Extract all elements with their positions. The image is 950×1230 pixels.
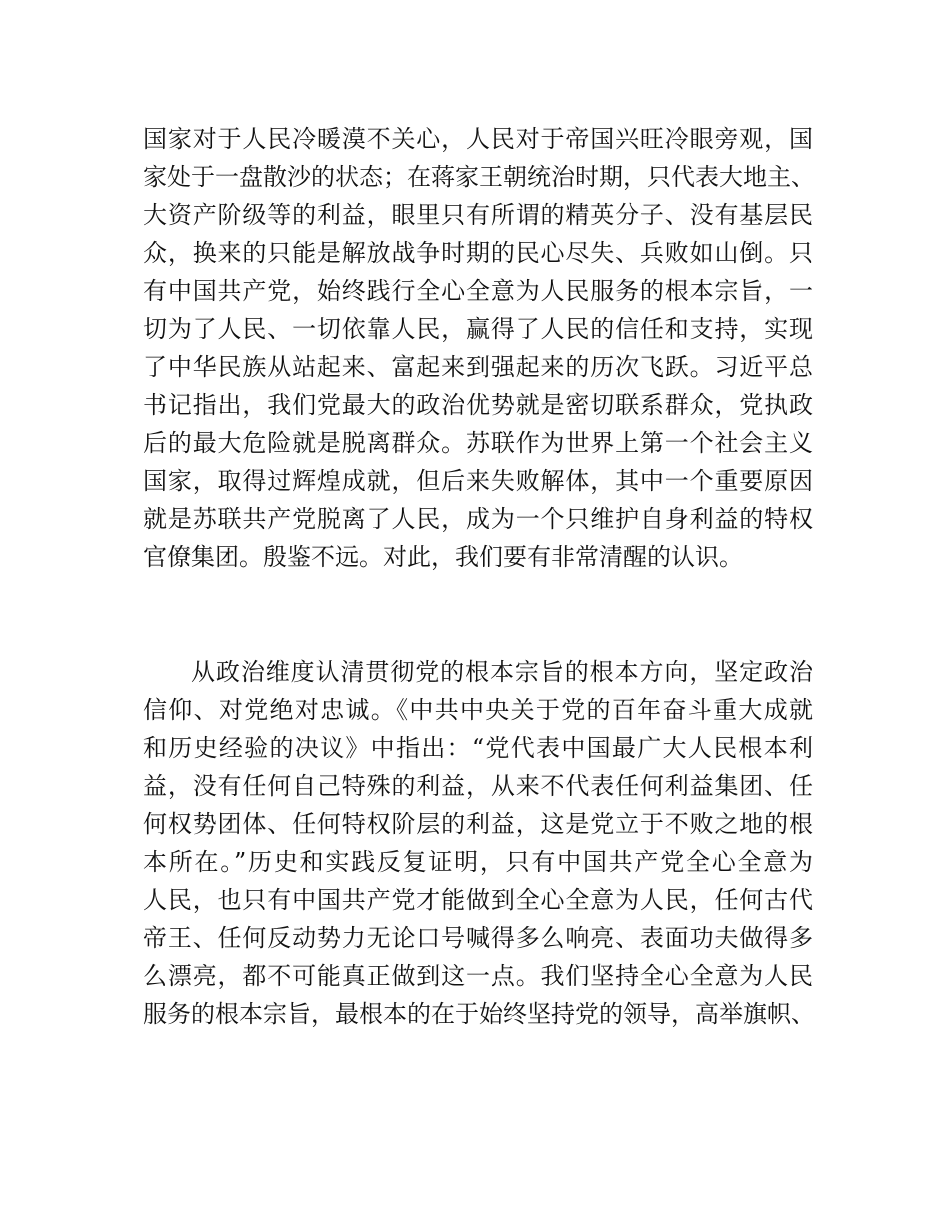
text-line: 何权势团体、任何特权阶层的利益，这是党立于不败之地的根	[143, 810, 813, 838]
paragraph	[143, 653, 813, 1033]
text-line: 国家，取得过辉煌成就，但后来失败解体，其中一个重要原因	[143, 467, 813, 495]
text-line: 和历史经验的决议》中指出：“党代表中国最广大人民根本利	[143, 734, 813, 762]
text-line: 书记指出，我们党最大的政治优势就是密切联系群众，党执政	[143, 391, 813, 419]
text-line: 后的最大危险就是脱离群众。苏联作为世界上第一个社会主义	[143, 429, 813, 457]
text-line: 家处于一盘散沙的状态；在蒋家王朝统治时期，只代表大地主、	[143, 163, 815, 191]
text-line: 从政治维度认清贯彻党的根本宗旨的根本方向，坚定政治	[191, 658, 813, 686]
text-line: 么漂亮，都不可能真正做到这一点。我们坚持全心全意为人民	[143, 962, 813, 990]
text-line: 众，换来的只能是解放战争时期的民心尽失、兵败如山倒。只	[143, 239, 813, 267]
paragraph	[143, 120, 813, 576]
text-line: 人民，也只有中国共产党才能做到全心全意为人民，任何古代	[143, 886, 813, 914]
text-line: 大资产阶级等的利益，眼里只有所谓的精英分子、没有基层民	[143, 201, 813, 229]
text-line: 本所在。”历史和实践反复证明，只有中国共产党全心全意为	[143, 848, 813, 876]
text-line: 切为了人民、一切依靠人民，赢得了人民的信任和支持，实现	[143, 315, 813, 343]
text-line: 官僚集团。殷鉴不远。对此，我们要有非常清醒的认识。	[143, 543, 743, 571]
text-line: 国家对于人民冷暖漠不关心，人民对于帝国兴旺冷眼旁观，国	[143, 125, 813, 153]
text-line: 信仰、对党绝对忠诚。《中共中央关于党的百年奋斗重大成就	[143, 696, 813, 724]
text-line: 就是苏联共产党脱离了人民，成为一个只维护自身利益的特权	[143, 505, 813, 533]
text-line: 有中国共产党，始终践行全心全意为人民服务的根本宗旨，一	[143, 277, 813, 305]
text-line: 了中华民族从站起来、富起来到强起来的历次飞跃。习近平总	[143, 353, 813, 381]
text-line: 益，没有任何自己特殊的利益，从来不代表任何利益集团、任	[143, 772, 813, 800]
text-line: 帝王、任何反动势力无论口号喊得多么响亮、表面功夫做得多	[143, 924, 813, 952]
text-line: 服务的根本宗旨，最根本的在于始终坚持党的领导，高举旗帜、	[143, 1000, 815, 1028]
